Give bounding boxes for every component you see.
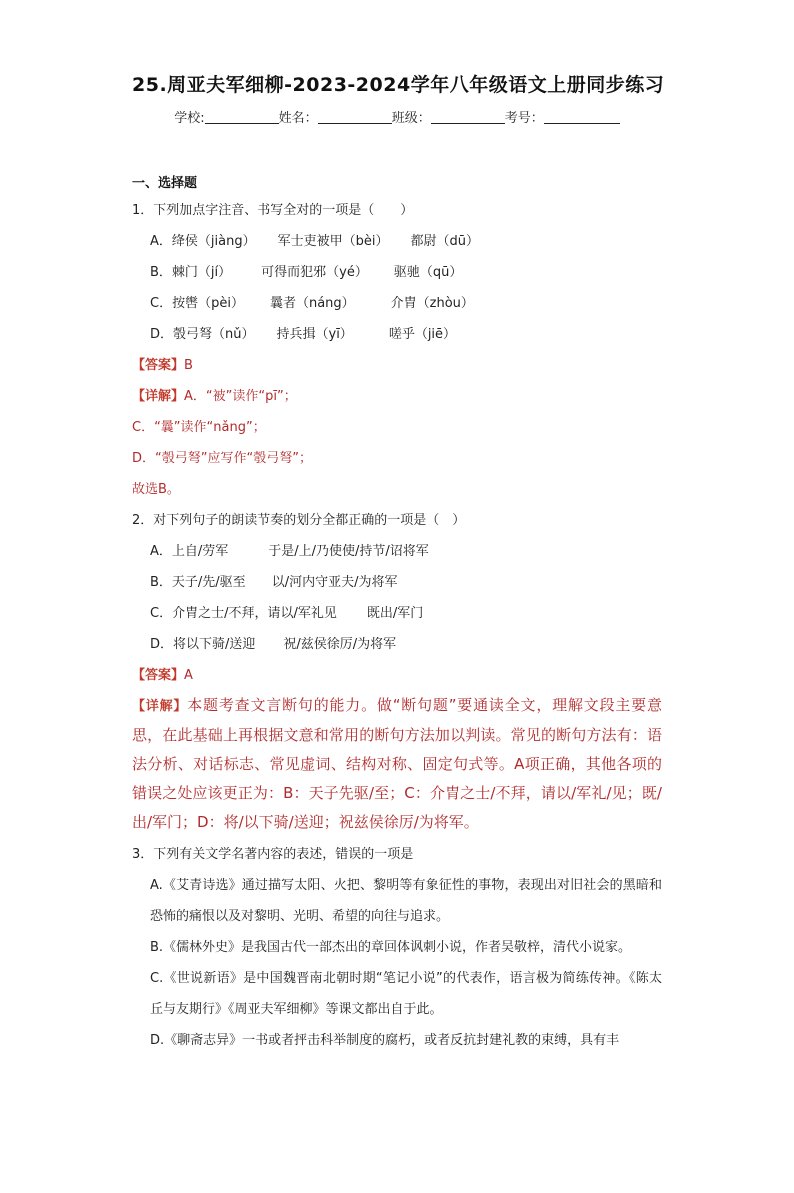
q1-option-a-part3: 都尉（dū）	[410, 234, 479, 249]
question-2-stem: 2．对下列句子的朗读节奏的划分全都正确的一项是（ ）	[132, 513, 466, 528]
q1-option-b	[132, 257, 662, 288]
q1-option-b-part2: 可得而犯邪（yé）	[261, 265, 368, 280]
q2-option-c	[132, 598, 662, 629]
q2-option-c-part1: C．介胄之士/不拜，请以/军礼见	[150, 606, 337, 621]
q1-option-c	[132, 288, 662, 319]
q2-answer	[132, 660, 662, 691]
q2-option-a-part2: 于是/上/乃使使/持节/诏将军	[268, 544, 429, 559]
q1-option-d-part1: D．彀弓弩（nǔ）	[150, 327, 255, 342]
section-heading: 一、选择题	[132, 176, 198, 191]
q1-option-d-part2: 持兵揖（yī）	[276, 327, 353, 342]
q2-answer-value: A	[184, 668, 193, 683]
q1-detail-line-2: C．“曩”读作“nǎng”；	[132, 420, 266, 435]
q3-option-c: C.《世说新语》是中国魏晋南北朝时期“笔记小说”的代表作，语言极为简练传神。《陈太丘与友期行》《周亚夫军细柳》等课文都出自于此。	[150, 971, 662, 1017]
class-blank[interactable]	[431, 111, 505, 124]
q1-detail-line-3: D．“彀弓弩”应写作“彀弓弩”；	[132, 451, 312, 466]
name-label: 姓名：	[278, 111, 318, 126]
q2-option-c-part2: 既出/军门	[366, 606, 424, 621]
number-label: 考号：	[504, 111, 544, 126]
q1-option-d	[132, 319, 662, 350]
q2-option-d-part2: 祝/兹侯徐厉/为将军	[283, 637, 397, 652]
q2-answer-tag: 【答案】	[132, 668, 185, 683]
q2-option-a-part1: A．上自/劳军	[150, 544, 229, 559]
q1-option-b-part3: 驱驰（qū）	[393, 265, 463, 280]
q1-answer-tag: 【答案】	[132, 358, 185, 373]
q3-option-b: B.《儒林外史》是我国古代一部杰出的章回体讽刺小说，作者吴敬梓，清代小说家。	[150, 940, 632, 955]
school-label: 学校:	[174, 111, 205, 126]
q1-option-c-part3: 介胄（zhòu）	[390, 296, 474, 311]
question-1-stem: 1．下列加点字注音、书写全对的一项是（ ）	[132, 203, 414, 218]
q2-detail-tag: 【详解】	[132, 699, 188, 714]
question-3-stem: 3．下列有关文学名著内容的表述，错误的一项是	[132, 847, 414, 862]
q1-answer-value: B	[184, 358, 193, 373]
q2-option-a	[132, 536, 662, 567]
q1-detail-text-1: A．“被”读作“pī”；	[184, 389, 297, 404]
q3-option-d: D.《聊斋志异》一书或者抨击科举制度的腐朽，或者反抗封建礼教的束缚，具有丰	[150, 1033, 620, 1048]
document-page	[0, 70, 794, 1193]
student-info-line	[132, 107, 662, 126]
q3-option-a: A.《艾青诗选》通过描写太阳、火把、黎明等有象征性的事物，表现出对旧社会的黑暗和恐怖的痛恨以及对黎明、光明、希望的向往与追求。	[150, 878, 662, 924]
q2-option-b-part1: B．天子/先/驱至	[150, 575, 246, 590]
q2-detail	[132, 691, 662, 837]
q2-detail-text: 本题考查文言断句的能力。做“断句题”要通读全文，理解文段主要意思，在此基础上再根据文意和常用的断句方法加以判读。常见的断句方法有：语法分析、对话标志、常见虚词、结构对称、固定句式等。A项正确，其他各项的错误之处应该更正为：B：天子先驱/至；C：介胄之士/不拜，请以/军礼/见；既/出/军门；D：将/以下骑/送迎；祝兹侯徐厉/为将军。	[132, 696, 662, 831]
q1-detail-tag: 【详解】	[132, 389, 185, 404]
q2-option-d-part1: D．将以下骑/送迎	[150, 637, 256, 652]
q1-option-a	[132, 226, 662, 257]
q1-option-a-part2: 军士吏被甲（bèi）	[277, 234, 389, 249]
q2-option-b	[132, 567, 662, 598]
school-blank[interactable]	[205, 111, 279, 124]
q1-option-c-part2: 曩者（náng）	[269, 296, 355, 311]
q1-option-b-part1: B．棘门（jí）	[150, 265, 232, 280]
q1-answer	[132, 350, 662, 381]
q1-detail-line-1	[132, 381, 662, 412]
document-title: 25.周亚夫军细柳-2023-2024学年八年级语文上册同步练习	[132, 74, 665, 96]
q1-option-a-part1: A．绛侯（jiàng）	[150, 234, 256, 249]
class-label: 班级：	[391, 111, 431, 126]
q1-option-d-part3: 嗟乎（jiē）	[388, 327, 457, 342]
q2-option-b-part2: 以/河内守亚夫/为将军	[271, 575, 398, 590]
q1-detail-line-4: 故选B。	[132, 482, 180, 497]
q2-option-d	[132, 629, 662, 660]
name-blank[interactable]	[318, 111, 392, 124]
q1-option-c-part1: C．按辔（pèi）	[150, 296, 244, 311]
number-blank[interactable]	[544, 111, 620, 124]
